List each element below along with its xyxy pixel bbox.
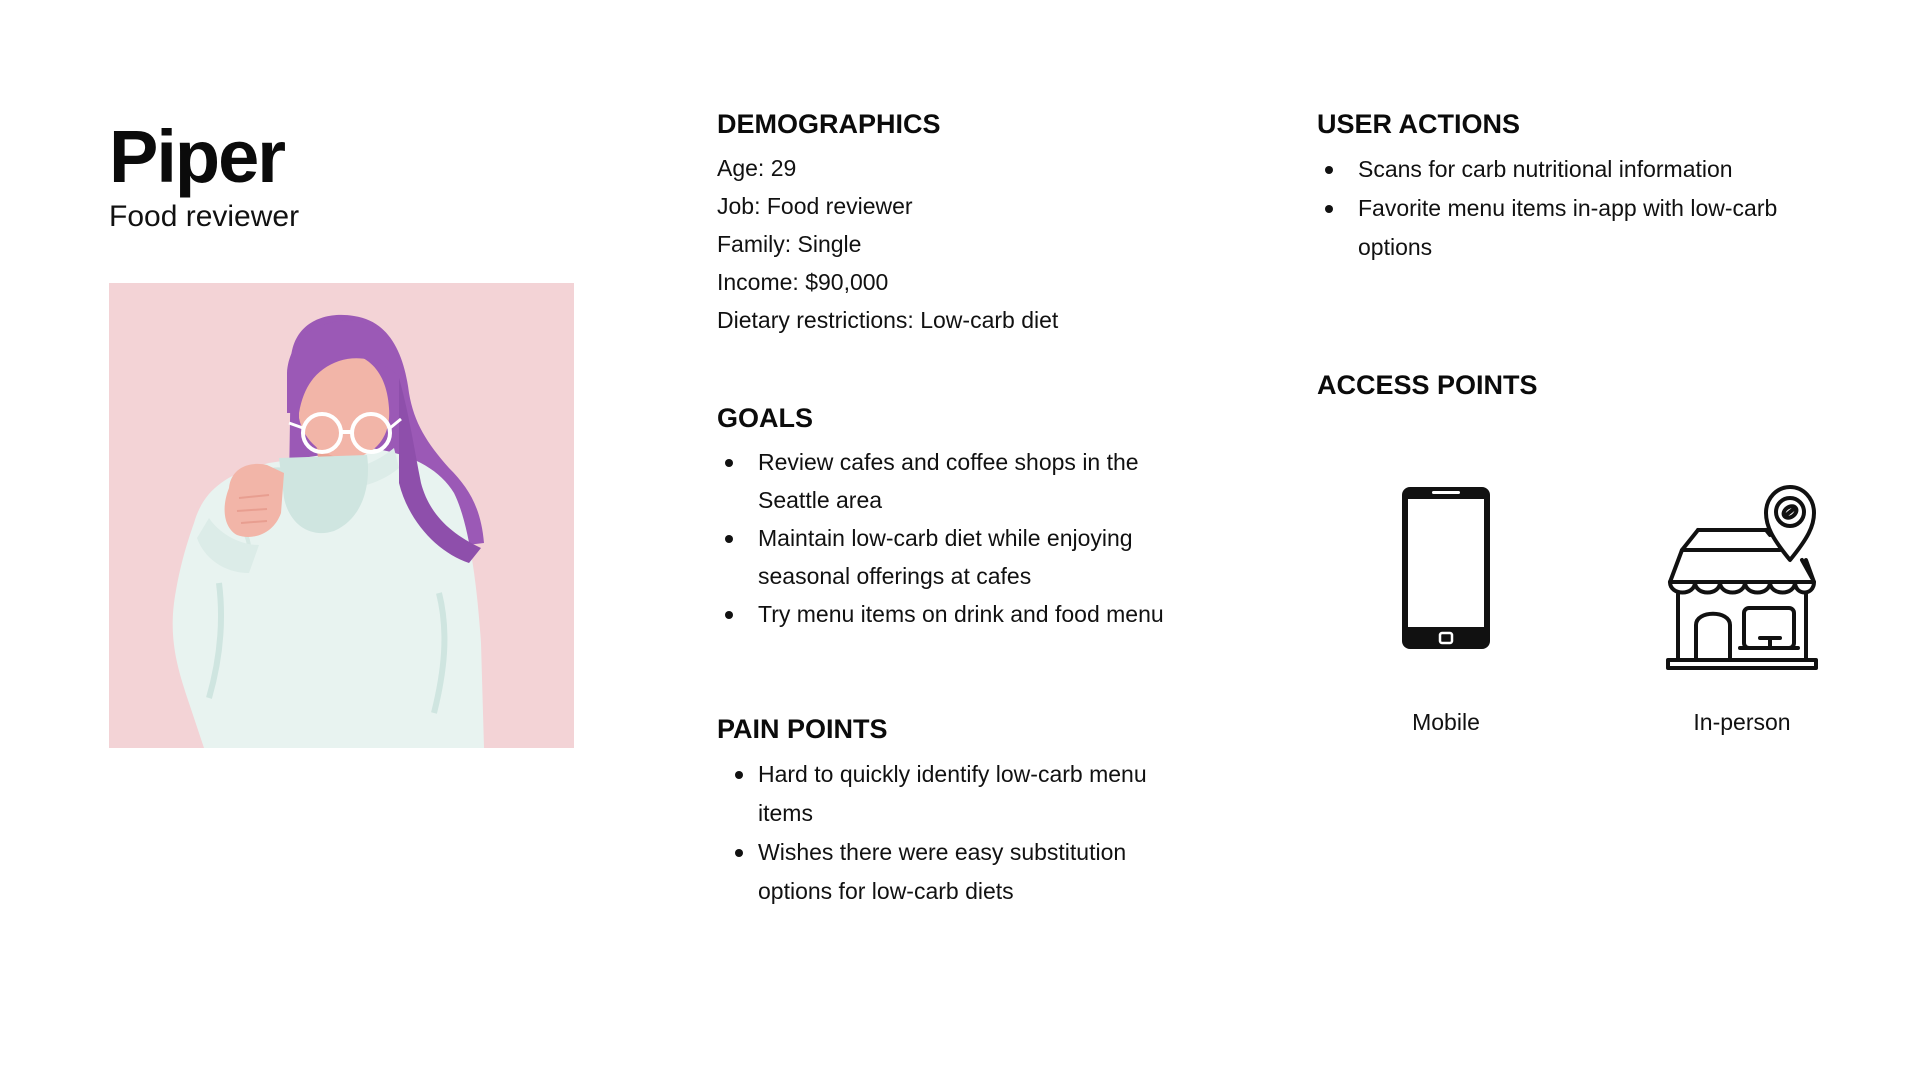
list-item: Review cafes and coffee shops in the Seattle area [717,443,1207,519]
mobile-phone-icon [1400,485,1492,656]
access-point-label-mobile: Mobile [1412,709,1480,735]
list-item: Maintain low-carb diet while enjoying seasonal offerings at cafes [717,519,1207,595]
demographics-item-job: Job: Food reviewer [717,193,913,219]
list-item: Wishes there were easy substitution options for low-carb diets [727,833,1182,911]
demographics-item-family: Family: Single [717,231,862,257]
list-item: Hard to quickly identify low-carb menu items [727,755,1182,833]
list-item: Scans for carb nutritional information [1317,150,1817,189]
goals-title: GOALS [717,403,814,433]
persona-portrait [109,283,574,748]
list-item: Favorite menu items in-app with low-carb options [1317,189,1817,267]
persona-name: Piper [109,115,285,198]
storefront-location-icon [1662,460,1822,675]
pain-points-title: PAIN POINTS [717,714,888,744]
demographics-item-income: Income: $90,000 [717,269,889,295]
user-actions-title: USER ACTIONS [1317,109,1521,139]
demographics-title: DEMOGRAPHICS [717,109,941,139]
persona-role: Food reviewer [109,200,300,233]
goals-list [717,443,1207,633]
user-actions-list [1317,150,1817,267]
demographics-item-diet: Dietary restrictions: Low-carb diet [717,307,1059,333]
list-item: Try menu items on drink and food menu [717,595,1207,633]
demographics-list [717,149,1058,339]
demographics-item-age: Age: 29 [717,155,797,181]
access-points-title: ACCESS POINTS [1317,370,1538,400]
access-point-label-in-person: In-person [1693,709,1791,735]
woman-drinking-coffee-illustration [109,283,574,748]
pain-points-list [727,755,1182,911]
